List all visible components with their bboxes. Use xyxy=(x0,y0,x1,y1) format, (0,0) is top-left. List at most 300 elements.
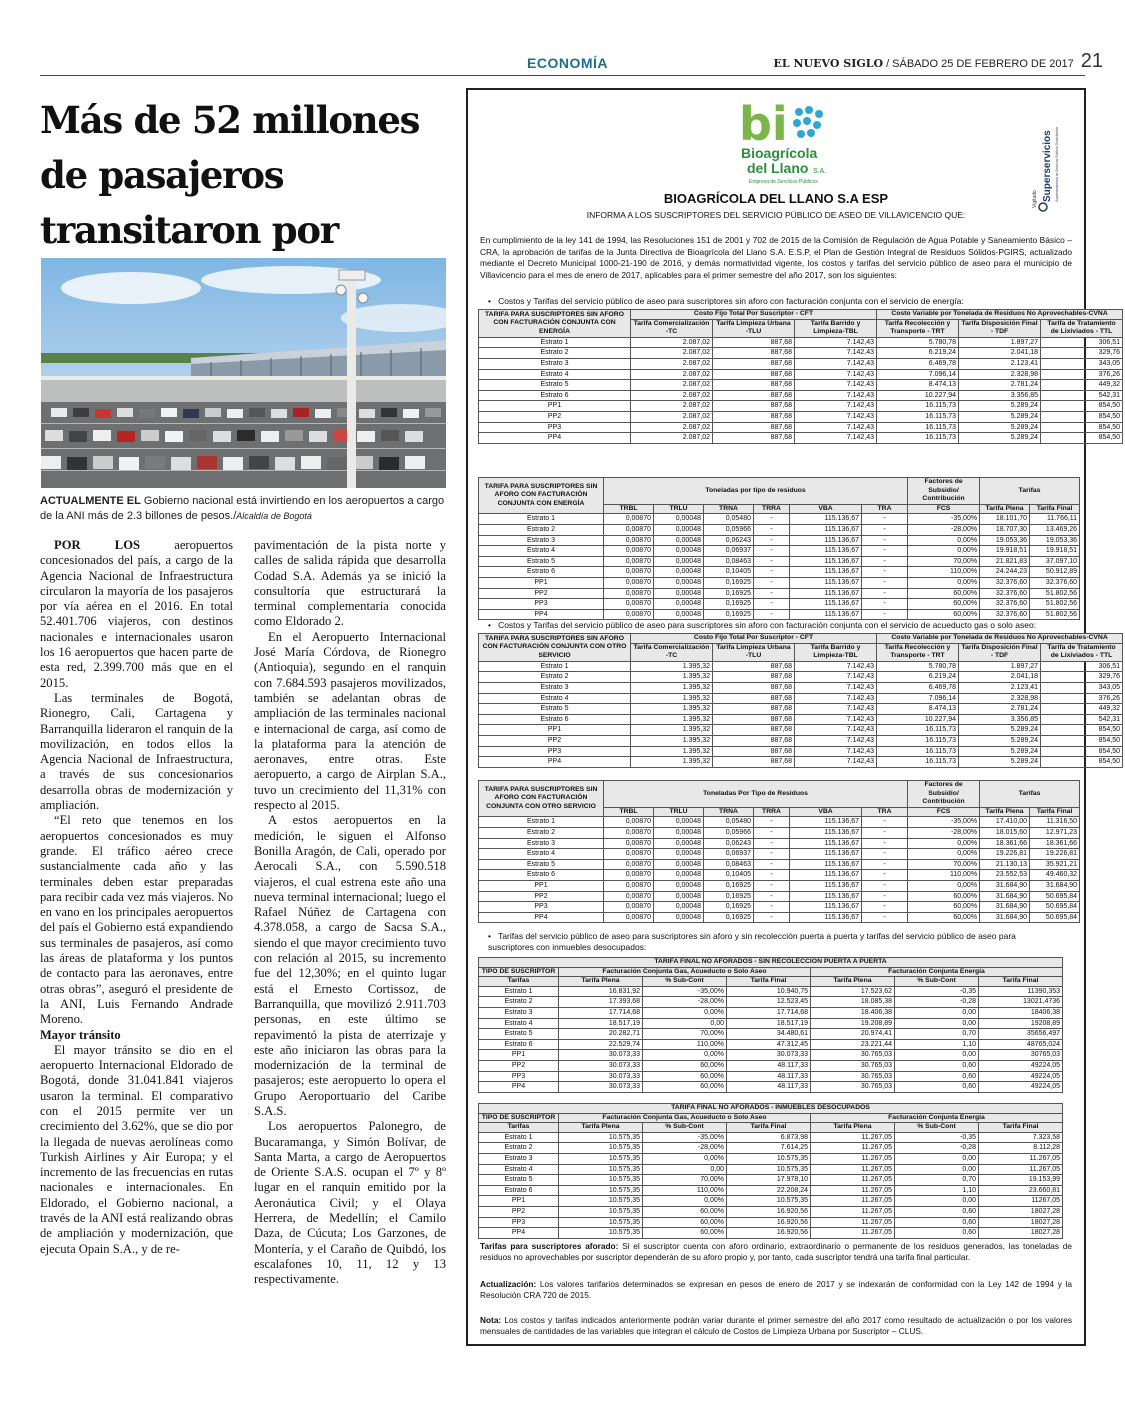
table-cell: 50.695,84 xyxy=(1030,912,1080,923)
table-cell: 70,00% xyxy=(643,1029,727,1040)
table-cell: 10.575,35 xyxy=(559,1185,643,1196)
table-cell: 51.802,56 xyxy=(1030,588,1080,599)
table-cell: PP4 xyxy=(479,912,604,923)
table-cell: 110,00% xyxy=(643,1185,727,1196)
table-cell: 376,26 xyxy=(1041,693,1123,704)
table-cell: 0,00048 xyxy=(654,849,704,860)
table-cell: 854,50 xyxy=(1041,411,1123,422)
table-cell: 1.395,32 xyxy=(631,735,713,746)
section-label: ECONOMÍA xyxy=(527,55,608,71)
table-cell: 11.267,05 xyxy=(811,1143,895,1154)
table-cell: 2.087,02 xyxy=(631,390,713,401)
table-row xyxy=(479,1132,1063,1143)
note-text: Si el suscriptor cuenta con aforo ordinario, extraordinario o permanente de los residuos generados, las toneladas de residuos no aprovechables por suscriptor dependerán de su aforo propio y, por tanto, cada suscriptor tendrá una tarifa final particular. xyxy=(480,1241,1072,1263)
table-cell: 2.087,02 xyxy=(631,337,713,348)
table-cell: - xyxy=(862,827,908,838)
table-cell: 70,00% xyxy=(908,859,980,870)
table-row xyxy=(479,1153,1063,1164)
masthead-info xyxy=(774,50,1103,73)
table-cell: 2.328,98 xyxy=(959,369,1041,380)
table-cell: 18.517,19 xyxy=(727,1018,811,1029)
table-cell: 449,32 xyxy=(1041,380,1123,391)
table-cell: 887,68 xyxy=(713,433,795,444)
table-cell: 16.115,73 xyxy=(877,401,959,412)
table-cell: 115.136,67 xyxy=(790,891,862,902)
table-cell: 18406,38 xyxy=(979,1007,1063,1018)
table-cell: 0,05966 xyxy=(704,524,754,535)
table-cell: 0,00870 xyxy=(604,599,654,610)
table-cell: 3.356,85 xyxy=(959,714,1041,725)
bullet-energy: • Costos y Tarifas del servicio público de aseo para suscriptores sin aforo con facturación conjunta con el servicio de energía: xyxy=(488,296,964,306)
table-cell: 376,26 xyxy=(1041,369,1123,380)
table-cell: 1.395,32 xyxy=(631,693,713,704)
table-row xyxy=(479,422,1123,433)
table-cell: 18.101,70 xyxy=(980,514,1030,525)
table-cell: Estrato 2 xyxy=(479,997,559,1008)
table-row xyxy=(479,1039,1063,1050)
table-cell: Estrato 3 xyxy=(479,838,604,849)
table-row xyxy=(479,567,1080,578)
airport-photo xyxy=(41,258,446,488)
table-cell: - xyxy=(754,849,790,860)
photo-caption xyxy=(40,494,445,524)
table-cell: 0,05966 xyxy=(704,827,754,838)
table-no-pickup xyxy=(478,957,1063,1093)
table-cell: 2.041,18 xyxy=(959,672,1041,683)
table-cell: 0,06937 xyxy=(704,849,754,860)
table-cell: 1.897,27 xyxy=(959,337,1041,348)
table-cell: - xyxy=(754,912,790,923)
table-cell: 7.142,43 xyxy=(795,746,877,757)
table-cell: 16.115,73 xyxy=(877,433,959,444)
table-cell: 0,60 xyxy=(895,1228,979,1239)
table-row xyxy=(479,1018,1063,1029)
table-cell: 542,31 xyxy=(1041,390,1123,401)
table-header-cell: Tarifa Barrido y Limpieza-TBL xyxy=(795,643,877,661)
table-cell: 17.714,68 xyxy=(559,1007,643,1018)
table-cell: 31.684,90 xyxy=(980,902,1030,913)
table-cell: 7.142,43 xyxy=(795,672,877,683)
table-cell: - xyxy=(754,577,790,588)
table-cell: 0,00048 xyxy=(654,599,704,610)
table-cell: 11.267,05 xyxy=(811,1206,895,1217)
table-cell: 306,51 xyxy=(1041,661,1123,672)
caption-text: Gobierno nacional está invirtiendo en los aeropuertos a cargo de la ANI más de 2.3 billones de pesos./ xyxy=(40,495,445,522)
table-cell: 887,68 xyxy=(713,422,795,433)
ad-subtitle: INFORMA A LOS SUSCRIPTORES DEL SERVICIO PÚBLICO DE ASEO DE VILLAVICENCIO QUE: xyxy=(586,210,966,220)
table-cell: -35,00% xyxy=(908,817,980,828)
table-cell: 5.289,24 xyxy=(959,401,1041,412)
table-cell: 0,00 xyxy=(643,1018,727,1029)
table-cell: 10.227,94 xyxy=(877,714,959,725)
table-cell: 0,60 xyxy=(895,1217,979,1228)
table-cell: 1.395,32 xyxy=(631,725,713,736)
table-row xyxy=(479,781,1080,808)
table-cell: 31.684,90 xyxy=(980,891,1030,902)
table-row xyxy=(479,1104,1063,1114)
table-cell: 0,00048 xyxy=(654,827,704,838)
table-cell: 887,68 xyxy=(713,348,795,359)
table-cell: 70,00% xyxy=(643,1175,727,1186)
table-cell: 10.575,35 xyxy=(727,1153,811,1164)
table-cell: 7.142,43 xyxy=(795,661,877,672)
table-cell: 0,00048 xyxy=(654,838,704,849)
table-cell: 10.575,35 xyxy=(559,1217,643,1228)
table-cell: - xyxy=(754,827,790,838)
table-cell: PP2 xyxy=(479,588,604,599)
table-cell: 0,60 xyxy=(895,1071,979,1082)
table-cell: 8.112,28 xyxy=(979,1143,1063,1154)
table-cell: -28,00% xyxy=(908,524,980,535)
table-cell: 0,16925 xyxy=(704,902,754,913)
table-cell: 854,50 xyxy=(1041,746,1123,757)
vigilado-label: Vigilado xyxy=(1032,190,1038,208)
table-cell: 0,00048 xyxy=(654,912,704,923)
table-cell: Estrato 6 xyxy=(479,1039,559,1050)
table-row xyxy=(479,817,1080,828)
table-header-cell: Factores de Subsidio/ Contribución xyxy=(908,781,980,808)
superservicios-label: Superservicios xyxy=(1042,130,1053,202)
table-cell: 0,00% xyxy=(908,577,980,588)
tariff-advertisement xyxy=(466,88,1121,1346)
table-row xyxy=(479,735,1123,746)
table-cell: PP3 xyxy=(479,599,604,610)
table-row xyxy=(479,849,1080,860)
table-cell: 50.912,89 xyxy=(1030,567,1080,578)
table-cell: 30765,03 xyxy=(979,1050,1063,1061)
logo-name-2: del Llano xyxy=(747,160,809,176)
table-cell: 8.474,13 xyxy=(877,380,959,391)
article-column-1 xyxy=(40,538,233,1257)
table-header-cell: Costo Fijo Total Por Suscriptor - CFT xyxy=(631,310,877,320)
table-row xyxy=(479,1082,1063,1093)
table-cell: 10.575,35 xyxy=(559,1175,643,1186)
table-cell: 0,00% xyxy=(643,1007,727,1018)
table-cell: - xyxy=(862,588,908,599)
table-row xyxy=(479,1196,1063,1207)
table-cell: PP3 xyxy=(479,422,631,433)
table-cell: Estrato 1 xyxy=(479,986,559,997)
table-cell: 1.395,32 xyxy=(631,746,713,757)
table-cell: 0,60 xyxy=(895,1082,979,1093)
table-row xyxy=(479,672,1123,683)
table-cell: 110,00% xyxy=(643,1039,727,1050)
table-row xyxy=(479,1050,1063,1061)
table-row xyxy=(479,1029,1063,1040)
table-cell: 32.376,60 xyxy=(980,599,1030,610)
bullet-text: Tarifas del servicio público de aseo para suscriptores sin aforo y sin recolección puerta a puerta y tarifas del servicio público de aseo para suscriptores con inmuebles desocupados: xyxy=(488,931,1016,952)
table-cell: 0,05480 xyxy=(704,514,754,525)
table-cell: - xyxy=(862,514,908,525)
table-header-cell: TARIFA PARA SUSCRIPTORES SIN AFORO CON FACTURACIÓN CONJUNTA CON ENERGÍA xyxy=(479,310,631,338)
table-cell: Estrato 5 xyxy=(479,380,631,391)
table-cell: 2.328,98 xyxy=(959,693,1041,704)
table-row xyxy=(479,1071,1063,1082)
table-cell: 2.781,24 xyxy=(959,704,1041,715)
table-row xyxy=(479,577,1080,588)
table-cell: 2.087,02 xyxy=(631,369,713,380)
table-cell: 7.142,43 xyxy=(795,380,877,391)
table-cell: 19.208,89 xyxy=(811,1018,895,1029)
table-cell: 49224,05 xyxy=(979,1071,1063,1082)
table-cell: 17.714,68 xyxy=(727,1007,811,1018)
table-header-cell: TARIFA PARA SUSCRIPTORES SIN AFORO CON FACTURACIÓN CONJUNTA CON OTRO SERVICIO xyxy=(479,634,631,662)
table-header-cell: Costo Variable por Tonelada de Residuos No Aprovechables-CVNA xyxy=(877,634,1123,644)
table-cell: 16.115,73 xyxy=(877,411,959,422)
table-cell: 2.087,02 xyxy=(631,422,713,433)
table-header-cell: Tarifa Final xyxy=(727,977,811,987)
table-cell: PP2 xyxy=(479,735,631,746)
table-cell: 0,00048 xyxy=(654,567,704,578)
table-cell: 887,68 xyxy=(713,337,795,348)
table-cell: 60,00% xyxy=(643,1082,727,1093)
table-header-cell: Tarifa Plena xyxy=(811,1123,895,1133)
table-cell: 0,00048 xyxy=(654,859,704,870)
table-cell: 5.289,24 xyxy=(959,422,1041,433)
table-cell: 0,00 xyxy=(895,1018,979,1029)
table-cell: 887,68 xyxy=(713,661,795,672)
table-cell: - xyxy=(754,524,790,535)
table-cell: 60,00% xyxy=(908,902,980,913)
table-cell: -0,28 xyxy=(895,1143,979,1154)
table-cell: - xyxy=(862,546,908,557)
table-cell: 7.142,43 xyxy=(795,369,877,380)
table-header-cell: TIPO DE SUSCRIPTOR xyxy=(479,967,559,977)
table-cell: 7.142,43 xyxy=(795,714,877,725)
table-cell: 19.918,51 xyxy=(1030,546,1080,557)
table-cell: 115.136,67 xyxy=(790,599,862,610)
table-cell: - xyxy=(754,567,790,578)
table-cell: 887,68 xyxy=(713,704,795,715)
table-row xyxy=(479,891,1080,902)
table-cell: 30.765,03 xyxy=(811,1060,895,1071)
table-cell: 23.221,44 xyxy=(811,1039,895,1050)
table-row xyxy=(479,880,1080,891)
table-cell: 854,50 xyxy=(1041,422,1123,433)
page-number: 21 xyxy=(1080,50,1103,72)
table-header-cell: TARIFA FINAL NO AFORADOS - INMUEBLES DESOCUPADOS xyxy=(479,1104,1063,1114)
table-cell: 12.971,23 xyxy=(1030,827,1080,838)
table-cell: 11.267,05 xyxy=(811,1164,895,1175)
note-label: Actualización: xyxy=(480,1279,537,1289)
table-cell: 887,68 xyxy=(713,714,795,725)
table-cell: 0,16925 xyxy=(704,588,754,599)
table-cell: 19.053,36 xyxy=(1030,535,1080,546)
table-header-cell: TARIFA PARA SUSCRIPTORES SIN AFORO CON FACTURACIÓN CONJUNTA CON OTRO SERVICIO xyxy=(479,781,604,817)
table-cell: PP1 xyxy=(479,1196,559,1207)
table-cell: 887,68 xyxy=(713,390,795,401)
table-cell: PP1 xyxy=(479,880,604,891)
table-cell: 5.289,24 xyxy=(959,433,1041,444)
table-cell: 0,00% xyxy=(908,546,980,557)
table-row xyxy=(479,1175,1063,1186)
table-cell: 0,00 xyxy=(895,1050,979,1061)
table-row xyxy=(479,1060,1063,1071)
table-row xyxy=(479,380,1123,391)
table-cell: - xyxy=(754,546,790,557)
table-cell: 12.523,45 xyxy=(727,997,811,1008)
table-row xyxy=(479,535,1080,546)
table-energy-costs xyxy=(478,309,1123,444)
table-cell: -28,00% xyxy=(908,827,980,838)
table-row xyxy=(479,704,1123,715)
table-cell: 2.087,02 xyxy=(631,411,713,422)
table-cell: Estrato 4 xyxy=(479,1018,559,1029)
table-cell: 115.136,67 xyxy=(790,838,862,849)
table-cell: 0,00870 xyxy=(604,546,654,557)
table-cell: 19.226,81 xyxy=(1030,849,1080,860)
article-column-2 xyxy=(254,538,446,1288)
note-nota xyxy=(480,1315,1072,1338)
table-cell: 115.136,67 xyxy=(790,588,862,599)
table-cell: 7.142,43 xyxy=(795,682,877,693)
table-cell: PP4 xyxy=(479,1228,559,1239)
table-cell: 35656,497 xyxy=(979,1029,1063,1040)
table-cell: Estrato 5 xyxy=(479,704,631,715)
table-cell: Estrato 5 xyxy=(479,1029,559,1040)
table-cell: 343,05 xyxy=(1041,682,1123,693)
table-cell: 60,00% xyxy=(908,891,980,902)
table-cell: 0,00048 xyxy=(654,535,704,546)
table-cell: 5.289,24 xyxy=(959,725,1041,736)
table-cell: 18027,28 xyxy=(979,1217,1063,1228)
table-cell: 7.142,43 xyxy=(795,358,877,369)
table-header-cell: % Sub-Cont xyxy=(895,1123,979,1133)
table-header-cell: Toneladas por tipo de residuos xyxy=(604,478,908,505)
table-cell: 17.410,00 xyxy=(980,817,1030,828)
table-row xyxy=(479,546,1080,557)
table-cell: - xyxy=(862,838,908,849)
table-row xyxy=(479,1206,1063,1217)
table-cell: 24.244,23 xyxy=(980,567,1030,578)
table-cell: 8.474,13 xyxy=(877,704,959,715)
table-cell: PP3 xyxy=(479,902,604,913)
table-cell: 10.575,35 xyxy=(727,1164,811,1175)
table-cell: 110,00% xyxy=(908,567,980,578)
table-cell: 16.115,73 xyxy=(877,735,959,746)
table-row xyxy=(479,757,1123,768)
table-cell: 0,00870 xyxy=(604,588,654,599)
table-cell: 0,70 xyxy=(895,1175,979,1186)
paragraph: A estos aeropuertos en la medición, le siguen el Alfonso Bonilla Aragón, de Cali, operado por Aerocali S.A., con 5.590.518 viajeros, el cual estrena este año una nueva terminal internacional; luego el Rafael Núñez de Cartagena con 4.378.058, a cargo de Sacsa S.A., siendo el que mayor crecimiento tuvo con relación al 2015, su incremento fue del 12,30%; en el quinto lugar está el Ernesto Cortissoz, de Barranquilla, que movilizó 2.911.703 personas, en este último se repavimentó la pista de aterrizaje y este año iniciaron las obras para la modernización de la terminal de pasajeros; este aeropuerto lo opera el Grupo Aeroportuario del Caribe S.A.S. xyxy=(254,813,446,1118)
table-cell: 1,10 xyxy=(895,1185,979,1196)
bullet-other-service: • Costos y Tarifas del servicio público de aseo para suscriptores sin aforo con facturación conjunta con el servicio de acueducto gas o solo aseo: xyxy=(488,620,1037,630)
ad-title: BIOAGRÍCOLA DEL LLANO S.A ESP xyxy=(663,191,889,206)
table-cell: 0,05480 xyxy=(704,817,754,828)
table-row xyxy=(479,514,1080,525)
table-row xyxy=(479,827,1080,838)
table-row xyxy=(479,411,1123,422)
table-header-cell: Tarifa Recolección y Transporte - TRT xyxy=(877,643,959,661)
table-cell: 0,06243 xyxy=(704,535,754,546)
table-cell: Estrato 4 xyxy=(479,546,604,557)
paragraph: El mayor tránsito se dio en el aeropuerto Internacional Eldorado de Bogotá, donde 31.041.841 viajeros usaron la terminal. El comparativo con el 2015 permite ver un crecimiento del 3.62%, que se dio por la llegada de nuevas aerolíneas como Turkish Airlines y Air Europa; y el incremento de las frecuencias en rutas nacionales e internacionales. En Eldorado, el Gobierno nacional, a través de la ANI está realizando obras de ampliación y modernización, que ejecuta Opain S.A., y de re- xyxy=(40,1042,233,1256)
table-row xyxy=(479,1007,1063,1018)
table-cell: 30.765,03 xyxy=(811,1050,895,1061)
table-cell: 19.226,81 xyxy=(980,849,1030,860)
table-row xyxy=(479,337,1123,348)
table-row xyxy=(479,682,1123,693)
table-row xyxy=(479,478,1080,505)
table-cell: 887,68 xyxy=(713,411,795,422)
table-cell: -0,28 xyxy=(895,997,979,1008)
table-cell: - xyxy=(754,859,790,870)
table-row xyxy=(479,661,1123,672)
paragraph xyxy=(40,538,233,691)
table-header-cell: Tarifa Limpieza Urbana -TLU xyxy=(713,643,795,661)
table-cell: Estrato 6 xyxy=(479,390,631,401)
logo-tagline: Empresa de Servicios Públicos xyxy=(749,179,818,185)
table-cell: 21.821,83 xyxy=(980,556,1030,567)
table-cell: 11.267,05 xyxy=(979,1164,1063,1175)
table-header-cell: Tarifa Plena xyxy=(559,977,643,987)
table-cell: - xyxy=(754,891,790,902)
table-header-cell: Tarifa Recolección y Transporte - TRT xyxy=(877,319,959,337)
table-cell: - xyxy=(862,567,908,578)
table-cell: 7.142,43 xyxy=(795,348,877,359)
table-header-cell: Tarifa Final xyxy=(1030,504,1080,514)
table-header-cell: VBA xyxy=(790,504,862,514)
table-cell: 7.142,43 xyxy=(795,401,877,412)
table-cell: 11.267,05 xyxy=(811,1185,895,1196)
table-cell: 854,50 xyxy=(1041,735,1123,746)
table-header-cell: Tarifa Final xyxy=(979,977,1063,987)
table-cell: 50.695,84 xyxy=(1030,902,1080,913)
table-cell: 2.123,41 xyxy=(959,358,1041,369)
table-row xyxy=(479,912,1080,923)
table-cell: 542,31 xyxy=(1041,714,1123,725)
table-cell: 7.096,14 xyxy=(877,693,959,704)
table-cell: 0,00048 xyxy=(654,880,704,891)
table-cell: 329,76 xyxy=(1041,348,1123,359)
table-cell: Estrato 6 xyxy=(479,1185,559,1196)
table-cell: 887,68 xyxy=(713,735,795,746)
table-row xyxy=(479,1228,1063,1239)
issue-date: / SÁBADO 25 DE FEBRERO DE 2017 xyxy=(886,58,1074,70)
table-header-cell: Tarifa Plena xyxy=(980,504,1030,514)
table-cell: 30.073,33 xyxy=(727,1050,811,1061)
paragraph: Los aeropuertos Palonegro, de Bucaramanga, y Simón Bolívar, de Santa Marta, a cargo de Aeropuertos de Oriente S.A.S. ocupan el 7º y 8º lugar en el ranquin emitido por la Aeronáutica Civil; y el Olaya Herrera, de Medellín; el Camilo Daza, de Cúcuta; Los Garzones, de Montería, y el Caraño de Quibdó, los escalafones 10, 11, 12 y 13 respectivamente. xyxy=(254,1119,446,1287)
table-header-cell: Tarifa Disposición Final - TDF xyxy=(959,643,1041,661)
table-cell: - xyxy=(862,902,908,913)
table-cell: 20.282,71 xyxy=(559,1029,643,1040)
table-cell: 887,68 xyxy=(713,380,795,391)
table-cell: 11.267,05 xyxy=(811,1153,895,1164)
lead-in: POR LOS xyxy=(54,538,141,552)
table-cell: 0,08463 xyxy=(704,556,754,567)
table-cell: 70,00% xyxy=(908,556,980,567)
table-cell: 5.289,24 xyxy=(959,746,1041,757)
superservicios-small: Superintendencia de Servicios Públicos Domiciliarios xyxy=(1055,127,1059,202)
table-cell: 1.395,32 xyxy=(631,672,713,683)
table-cell: 7.142,43 xyxy=(795,725,877,736)
table-row xyxy=(479,958,1063,968)
table-cell: 0,16925 xyxy=(704,577,754,588)
table-header-cell: TARIFA FINAL NO AFORADOS - SIN RECOLECCION PUERTA A PUERTA xyxy=(479,958,1063,968)
table-cell: 0,00% xyxy=(643,1050,727,1061)
table-cell: 16.920,56 xyxy=(727,1228,811,1239)
table-cell: -35,00% xyxy=(908,514,980,525)
table-cell: 0,00 xyxy=(895,1164,979,1175)
table-cell: 0,00870 xyxy=(604,577,654,588)
table-cell: 1.897,27 xyxy=(959,661,1041,672)
table-cell: 30.073,33 xyxy=(559,1060,643,1071)
table-cell: 0,00048 xyxy=(654,817,704,828)
table-cell: Estrato 4 xyxy=(479,369,631,380)
table-header-cell: Tarifa Plena xyxy=(980,807,1030,817)
table-cell: 0,00870 xyxy=(604,849,654,860)
table-header-cell: Toneladas Por Tipo de Residuos xyxy=(604,781,908,808)
